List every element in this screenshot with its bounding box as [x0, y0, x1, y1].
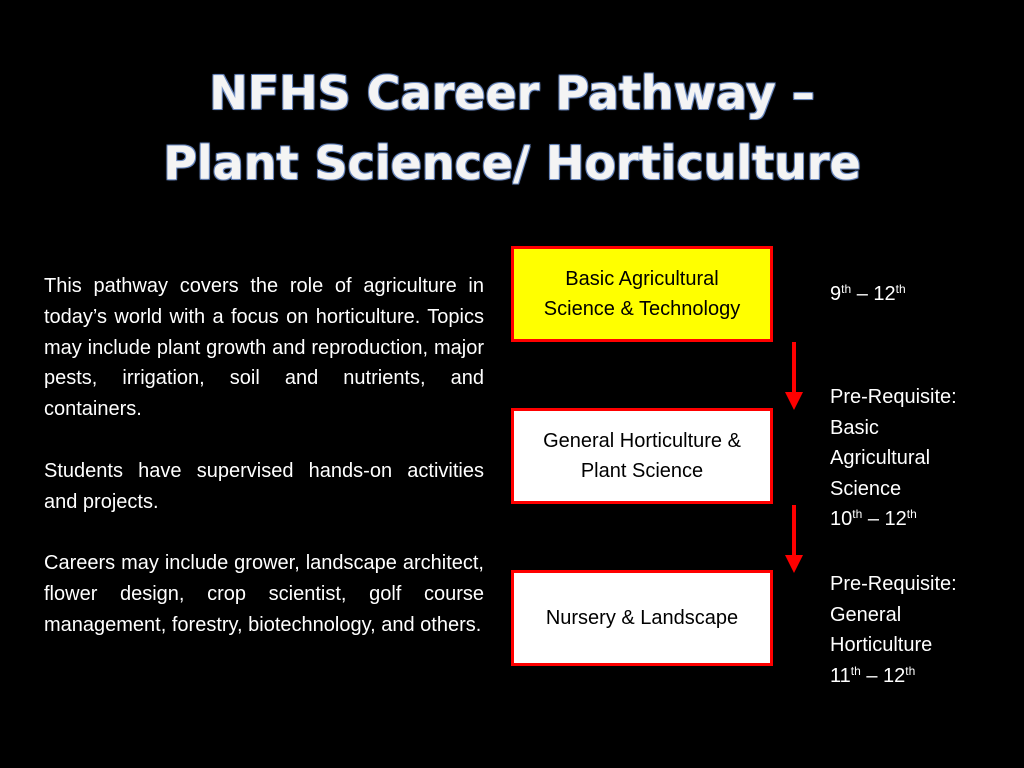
- grade-range: 9th – 12th: [830, 282, 906, 305]
- description-paragraph-3: Careers may include grower, landscape architect, flower design, crop scientist, golf course management, forestry, biotechnology, and others.: [44, 552, 484, 636]
- prerequisite-label: Pre-Requisite:: [830, 573, 957, 595]
- prerequisite-label: Pre-Requisite:: [830, 386, 957, 408]
- description-paragraph-2: Students have supervised hands-on activities and projects.: [44, 459, 484, 513]
- course-2-line-2: Plant Science: [580, 460, 704, 482]
- prerequisite-line: Agricultural: [830, 447, 931, 470]
- course-1-line-2: Science & Technology: [543, 298, 741, 320]
- description-paragraph-1: This pathway covers the role of agriculture in today’s world with a focus on horticulture. Topics may include plant growth and reproduction, major pests, irrigation, soil and nutrients, and containers.: [44, 275, 484, 421]
- down-arrow-icon: [784, 505, 804, 575]
- title-line-2: Plant Science/ Horticulture: [163, 136, 861, 190]
- grade-range: 11th – 12th: [830, 663, 916, 687]
- prerequisite-line: Horticulture: [830, 634, 933, 657]
- down-arrow-icon: [784, 342, 804, 412]
- prerequisite-line: Science: [830, 477, 902, 500]
- course-1-line-1: Basic Agricultural: [565, 268, 719, 290]
- prerequisite-line: General: [830, 603, 902, 626]
- page-title: [0, 58, 1024, 198]
- course-2-line-1: General Horticulture &: [543, 430, 741, 452]
- title-line-1: NFHS Career Pathway –: [209, 66, 815, 120]
- grade-note-3: [830, 569, 1010, 691]
- course-3-line-1: Nursery & Landscape: [545, 607, 739, 629]
- prerequisite-line: Basic: [830, 416, 879, 439]
- course-box-basic-agricultural-science: [511, 246, 773, 342]
- grade-note-2: [830, 382, 1010, 535]
- course-box-general-horticulture: [511, 408, 773, 504]
- course-box-nursery-landscape: [511, 570, 773, 666]
- pathway-description: [44, 271, 484, 671]
- grade-range: 10th – 12th: [830, 507, 917, 531]
- grade-note-1: [830, 279, 1010, 310]
